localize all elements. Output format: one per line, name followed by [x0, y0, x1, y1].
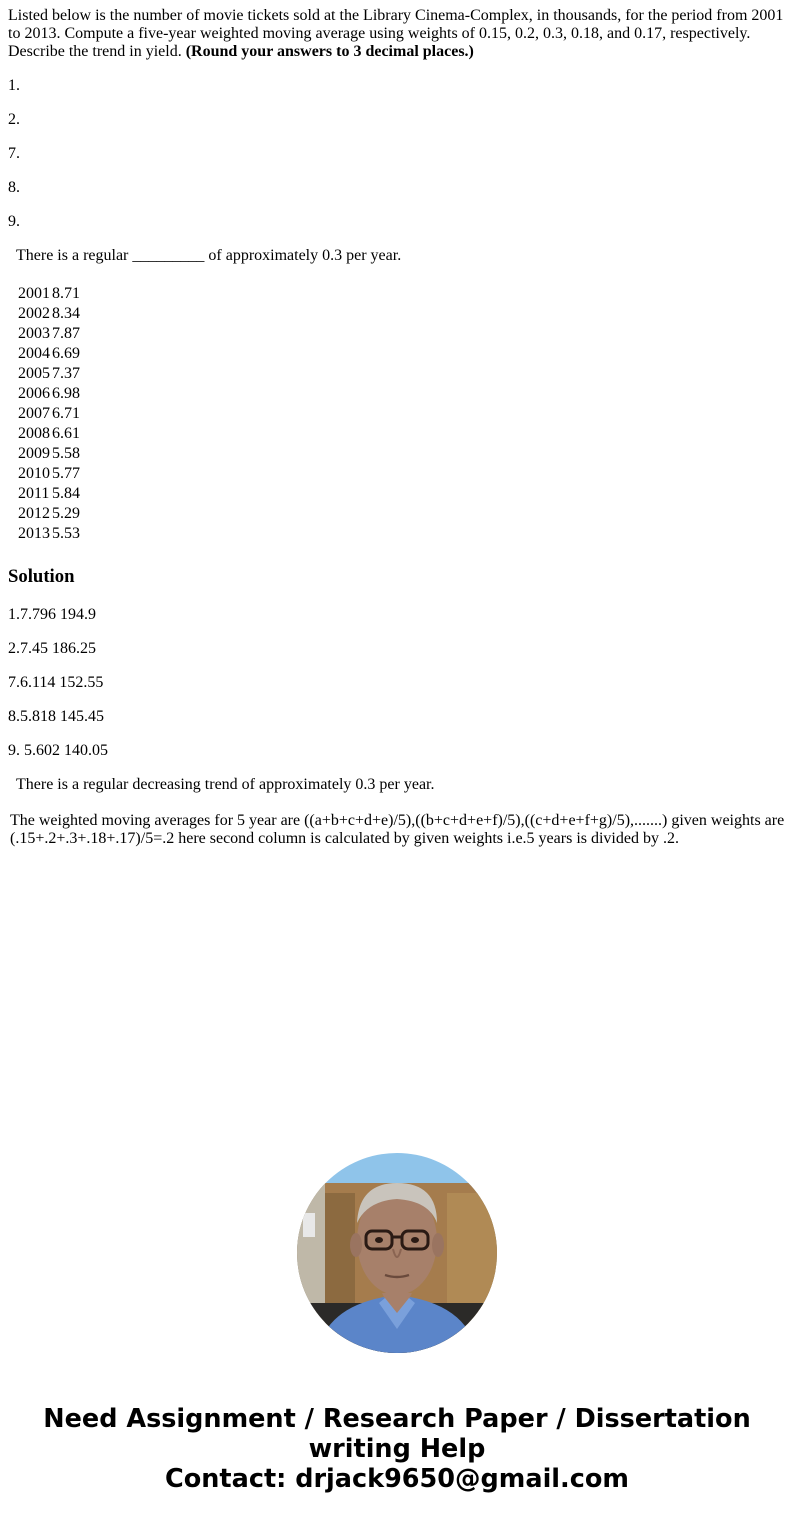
wall-switch — [303, 1213, 315, 1237]
year-cell: 2002 — [18, 305, 50, 322]
table-row — [16, 344, 80, 364]
year-cell: 2006 — [18, 385, 50, 402]
table-row — [16, 364, 80, 384]
value-cell: 6.61 — [52, 425, 80, 442]
year-cell: 2007 — [18, 405, 50, 422]
value-cell: 5.84 — [52, 485, 80, 502]
year-cell: 2008 — [18, 425, 50, 442]
table-row — [16, 384, 80, 404]
solution-heading: Solution — [8, 566, 75, 587]
table-row — [16, 424, 80, 444]
value-cell: 7.87 — [52, 325, 80, 342]
footer-line: writing Help — [308, 1434, 486, 1464]
year-cell: 2009 — [18, 445, 50, 462]
solution-answer: 7.6.114 152.55 — [8, 674, 104, 691]
year-cell: 2001 — [18, 285, 50, 302]
year-cell: 2003 — [18, 325, 50, 342]
solution-answer: 2.7.45 186.25 — [8, 640, 96, 657]
footer-contact: Contact: drjack9650@gmail.com — [165, 1464, 629, 1494]
value-cell: 5.77 — [52, 465, 80, 482]
author-portrait-illustration — [297, 1153, 497, 1353]
table-row — [16, 504, 80, 524]
table-row — [16, 444, 80, 464]
table-row — [16, 464, 80, 484]
table-row — [16, 284, 80, 304]
year-cell: 2010 — [18, 465, 50, 482]
year-cell: 2013 — [18, 525, 50, 542]
left-wall-panel — [297, 1183, 325, 1353]
year-cell: 2012 — [18, 505, 50, 522]
year-cell: 2011 — [18, 485, 50, 502]
author-photo — [297, 1153, 497, 1353]
solution-explanation: The weighted moving averages for 5 year are ((a+b+c+d+e)/5),((b+c+d+e+f)/5),((c+d+e+f+g)/5),.......) given weights are (.15+.2+.3+.18+.17)/5=.2 here second column is calculated by given weights i.e.5 years is divided by .2. — [10, 812, 785, 847]
question-body: Listed below is the number of movie tickets sold at the Library Cinema-Complex, in thousands, for the period from 2001 to 2013. Compute a five-year weighted moving average using weights of 0.15, 0.2, 0.3, 0.18, and 0.17, respectively. Describe the trend in yield. — [8, 7, 784, 60]
question-item: 8. — [8, 179, 20, 196]
table-row — [16, 324, 80, 344]
left-eye — [375, 1237, 383, 1243]
value-cell: 6.69 — [52, 345, 80, 362]
question-item: 2. — [8, 111, 20, 128]
value-cell: 6.98 — [52, 385, 80, 402]
rounding-note: (Round your answers to 3 decimal places.) — [185, 43, 474, 60]
value-cell: 8.71 — [52, 285, 80, 302]
solution-answer: 1.7.796 194.9 — [8, 606, 96, 623]
value-cell: 7.37 — [52, 365, 80, 382]
value-cell: 6.71 — [52, 405, 80, 422]
right-ear — [432, 1233, 444, 1257]
footer-line: Need Assignment / Research Paper / Dissertation — [43, 1404, 751, 1434]
trend-answer: There is a regular decreasing trend of approximately 0.3 per year. — [16, 776, 435, 793]
question-item: 1. — [8, 77, 20, 94]
solution-answer: 8.5.818 145.45 — [8, 708, 104, 725]
question-text — [8, 7, 786, 61]
year-cell: 2004 — [18, 345, 50, 362]
table-row — [16, 484, 80, 504]
year-cell: 2005 — [18, 365, 50, 382]
table-row — [16, 404, 80, 424]
ticket-sales-table — [16, 284, 80, 544]
question-item: 7. — [8, 145, 20, 162]
value-cell: 5.58 — [52, 445, 80, 462]
trend-prompt: There is a regular _________ of approximately 0.3 per year. — [16, 247, 402, 264]
value-cell: 5.53 — [52, 525, 80, 542]
right-eye — [411, 1237, 419, 1243]
table-row — [16, 304, 80, 324]
value-cell: 8.34 — [52, 305, 80, 322]
table-row — [16, 524, 80, 544]
footer-banner — [0, 1404, 794, 1494]
left-ear — [350, 1233, 362, 1257]
question-item: 9. — [8, 213, 20, 230]
value-cell: 5.29 — [52, 505, 80, 522]
solution-answer: 9. 5.602 140.05 — [8, 742, 108, 759]
